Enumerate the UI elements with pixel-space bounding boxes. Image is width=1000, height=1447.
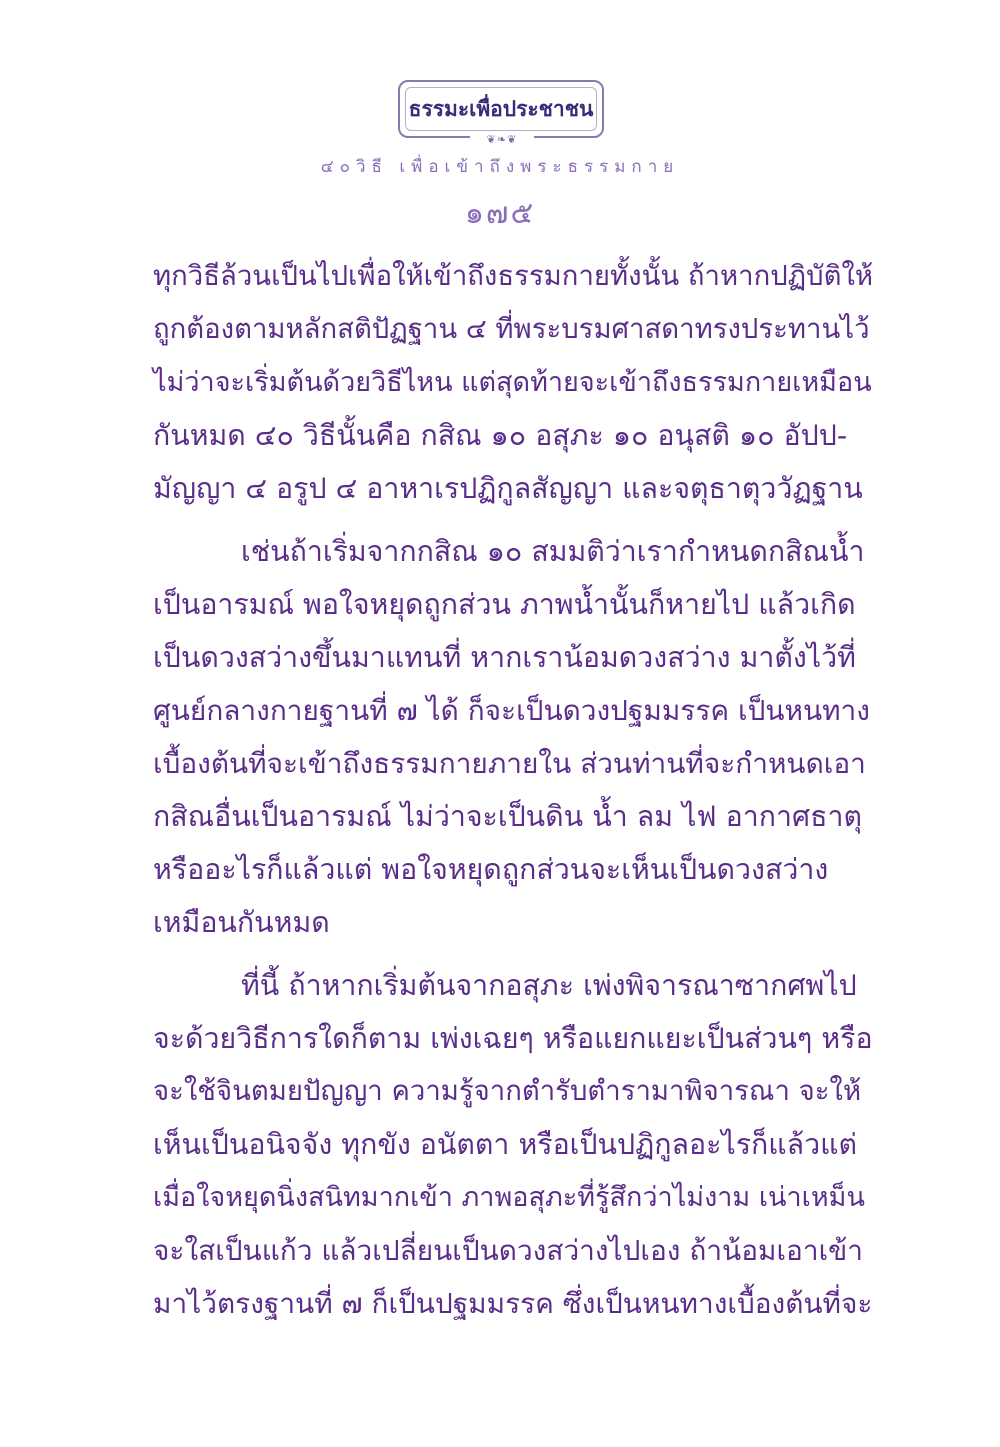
text-line: เบื้องต้นที่จะเข้าถึงธรรมกายภายใน ส่วนท่านที่จะกำหนดเอา bbox=[153, 747, 866, 780]
paragraph-2 bbox=[153, 525, 873, 949]
text-line: มาไว้ตรงฐานที่ ๗ ก็เป็นปฐมมรรค ซึ่งเป็นหนทางเบื้องต้นที่จะ bbox=[153, 1287, 873, 1320]
text-line: ถูกต้องตามหลักสติปัฏฐาน ๔ ที่พระบรมศาสดาทรงประทานไว้ bbox=[153, 313, 870, 345]
paragraph-1 bbox=[153, 250, 873, 515]
text-line: ไม่ว่าจะเริ่มต้นด้วยวิธีไหน แต่สุดท้ายจะเข้าถึงธรรมกายเหมือน bbox=[153, 367, 872, 398]
text-line: ทุกวิธีล้วนเป็นไปเพื่อให้เข้าถึงธรรมกายทั้งนั้น ถ้าหากปฏิบัติให้ bbox=[153, 260, 874, 292]
text-line: จะใสเป็นแก้ว แล้วเปลี่ยนเป็นดวงสว่างไปเอง ถ้าน้อมเอาเข้า bbox=[153, 1234, 864, 1267]
text-line: ที่นี้ ถ้าหากเริ่มต้นจากอสุภะ เพ่งพิจารณาซากศพไป bbox=[241, 969, 857, 1002]
page-number: ๑๗๕ bbox=[464, 196, 536, 231]
logo-ornament: ❦❧❦ bbox=[470, 134, 534, 146]
text-line: กสิณอื่นเป็นอารมณ์ ไม่ว่าจะเป็นดิน น้ำ ลม ไฟ อากาศธาตุ bbox=[153, 800, 863, 833]
logo-text: ธรรมะเพื่อประชาชน bbox=[408, 97, 594, 121]
body-text bbox=[153, 250, 873, 1330]
text-line: เห็นเป็นอนิจจัง ทุกขัง อนัตตา หรือเป็นปฏิกูลอะไรก็แล้วแต่ bbox=[153, 1128, 857, 1161]
text-line: มัญญา ๔ อรูป ๔ อาหาเรปฏิกูลสัญญา และจตุธาตุววัฏฐาน bbox=[153, 472, 863, 505]
text-line: จะใช้จินตมยปัญญา ความรู้จากตำรับตำรามาพิจารณา จะให้ bbox=[153, 1075, 862, 1107]
text-line: หรืออะไรก็แล้วแต่ พอใจหยุดถูกส่วนจะเห็นเป็นดวงสว่าง bbox=[153, 853, 829, 886]
text-line: เช่นถ้าเริ่มจากกสิณ ๑๐ สมมติว่าเรากำหนดกสิณน้ำ bbox=[241, 535, 865, 568]
text-line: เมื่อใจหยุดนิ่งสนิทมากเข้า ภาพอสุภะที่รู้สึกว่าไม่งาม เน่าเหม็น bbox=[153, 1182, 865, 1213]
book-subtitle: ๔๐วิธี เพื่อเข้าถึงพระธรรมกาย bbox=[320, 157, 680, 177]
paragraph-3 bbox=[153, 959, 873, 1330]
text-line: ศูนย์กลางกายฐานที่ ๗ ได้ ก็จะเป็นดวงปฐมมรรค เป็นหนทาง bbox=[153, 694, 870, 727]
text-line: เหมือนกันหมด bbox=[153, 906, 330, 939]
text-line: เป็นดวงสว่างขึ้นมาแทนที่ หากเราน้อมดวงสว่าง มาตั้งไว้ที่ bbox=[153, 641, 856, 674]
text-line: เป็นอารมณ์ พอใจหยุดถูกส่วน ภาพน้ำนั้นก็หายไป แล้วเกิด bbox=[153, 588, 856, 621]
logo-box bbox=[398, 80, 604, 138]
text-line: กันหมด ๔๐ วิธีนั้นคือ กสิณ ๑๐ อสุภะ ๑๐ อนุสติ ๑๐ อัปป- bbox=[153, 419, 848, 452]
text-line: จะด้วยวิธีการใดก็ตาม เพ่งเฉยๆ หรือแยกแยะเป็นส่วนๆ หรือ bbox=[153, 1022, 873, 1055]
